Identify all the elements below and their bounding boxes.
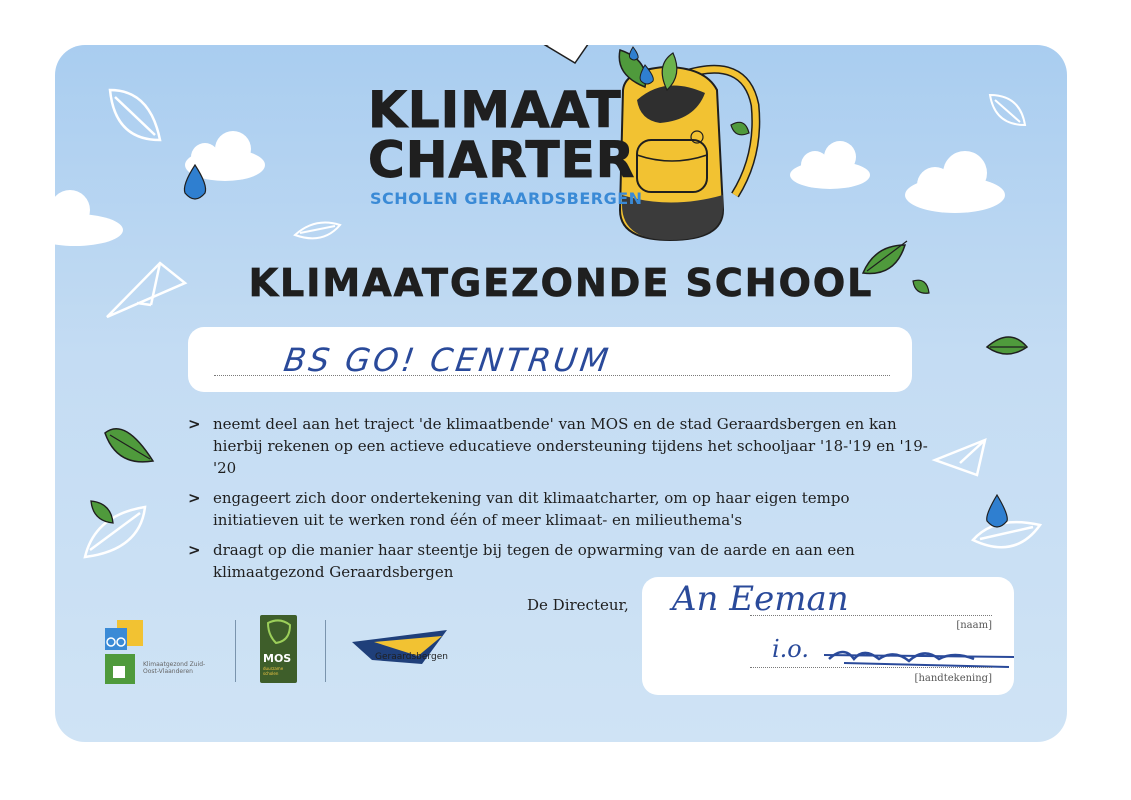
geraardsbergen-text: Geraardsbergen (375, 652, 448, 662)
cloud-icon (55, 190, 123, 246)
logo-line-1: KLIMAAT (368, 81, 622, 139)
school-name: BS GO! CENTRUM (281, 341, 614, 379)
signature-caption: [handtekening] (914, 673, 992, 684)
logo-subtitle: SCHOLEN GERAARDSBERGEN (370, 189, 643, 208)
logo-line-2: CHARTER (368, 131, 636, 189)
bullet-arrow-icon: > (188, 415, 201, 433)
leaf-icon (105, 429, 153, 462)
signature-line (750, 667, 992, 668)
mos-leaf-icon (260, 615, 297, 649)
water-drop-icon (987, 495, 1008, 527)
leaf-outline-icon (295, 223, 340, 239)
director-name: An Eeman (672, 579, 849, 619)
mos-logo (260, 615, 297, 683)
cloud-icon (905, 151, 1005, 213)
name-line (750, 615, 992, 616)
leaf-outline-icon (973, 522, 1040, 547)
school-name-box (188, 327, 912, 392)
bullet-arrow-icon: > (188, 541, 201, 559)
bullet-text: draagt op die manier haar steentje bij tegen de opwarming van de aarde en aan een klimaatgezond Geraardsbergen (213, 541, 855, 581)
klimaatgezond-text: Klimaatgezond Zuid-Oost-Vlaanderen (143, 661, 206, 675)
klimaatgezond-logo (105, 620, 145, 690)
list-item (188, 487, 928, 531)
paper-plane-icon (545, 45, 593, 63)
on-behalf-text: i.o. (772, 635, 809, 663)
mos-subtext: duurzame scholen (263, 666, 284, 676)
bullet-text: engageert zich door ondertekening van dit klimaatcharter, om op haar eigen tempo initiatieven uit te werken rond één of meer klimaat- en milieuthema's (213, 489, 850, 529)
certificate-card (55, 45, 1067, 742)
charter-logo (368, 81, 643, 208)
bullet-arrow-icon: > (188, 489, 201, 507)
list-item (188, 413, 928, 479)
paper-plane-icon (935, 440, 985, 475)
commitment-list (188, 413, 928, 591)
logo-divider (325, 620, 326, 682)
signature-box (642, 577, 1014, 695)
leaf-outline-icon (85, 507, 145, 557)
mos-label: MOS (263, 652, 292, 665)
leaf-outline-icon (110, 90, 160, 140)
name-caption: [naam] (956, 620, 992, 631)
cloud-icon (790, 141, 870, 189)
director-label: De Directeur, (527, 596, 629, 614)
certificate-heading: KLIMAATGEZONDE SCHOOL (248, 261, 874, 305)
leaf-outline-icon (990, 95, 1025, 125)
logo-divider (235, 620, 236, 682)
dotted-line (214, 375, 890, 376)
leaf-icon (91, 501, 113, 523)
bullet-text: neemt deel aan het traject 'de klimaatbende' van MOS en de stad Geraardsbergen en kan hierbij rekenen op een actieve educatieve ondersteuning tijdens het schooljaar '18-'19 en '19-'20 (213, 415, 928, 477)
signature-scribble (824, 637, 1014, 677)
leaf-icon (987, 337, 1027, 354)
